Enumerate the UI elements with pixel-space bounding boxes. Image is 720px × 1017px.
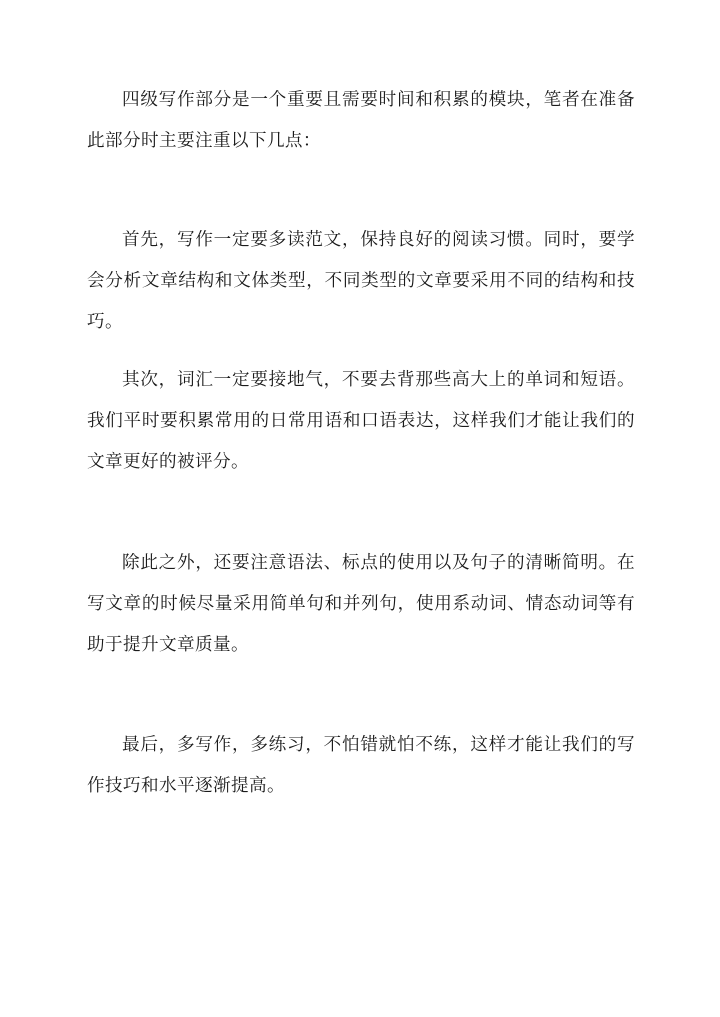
paragraph-intro: 四级写作部分是一个重要且需要时间和积累的模块，笔者在准备此部分时主要注重以下几点： [87, 90, 635, 151]
paragraph-third-point: 除此之外，还要注意语法、标点的使用以及句子的清晰简明。在写文章的时候尽量采用简单句和并列句，使用系动词、情态动词等有助于提升文章质量。 [87, 553, 635, 655]
paragraph-first-point: 首先，写作一定要多读范文，保持良好的阅读习惯。同时，要学会分析文章结构和文体类型，不同类型的文章要采用不同的结构和技巧。 [87, 230, 635, 332]
paragraph-second-point: 其次，词汇一定要接地气，不要去背那些高大上的单词和短语。我们平时要积累常用的日常用语和口语表达，这样我们才能让我们的文章更好的被评分。 [87, 370, 635, 472]
paragraph-final-point: 最后，多写作，多练习，不怕错就怕不练，这样才能让我们的写作技巧和水平逐渐提高。 [87, 735, 635, 796]
